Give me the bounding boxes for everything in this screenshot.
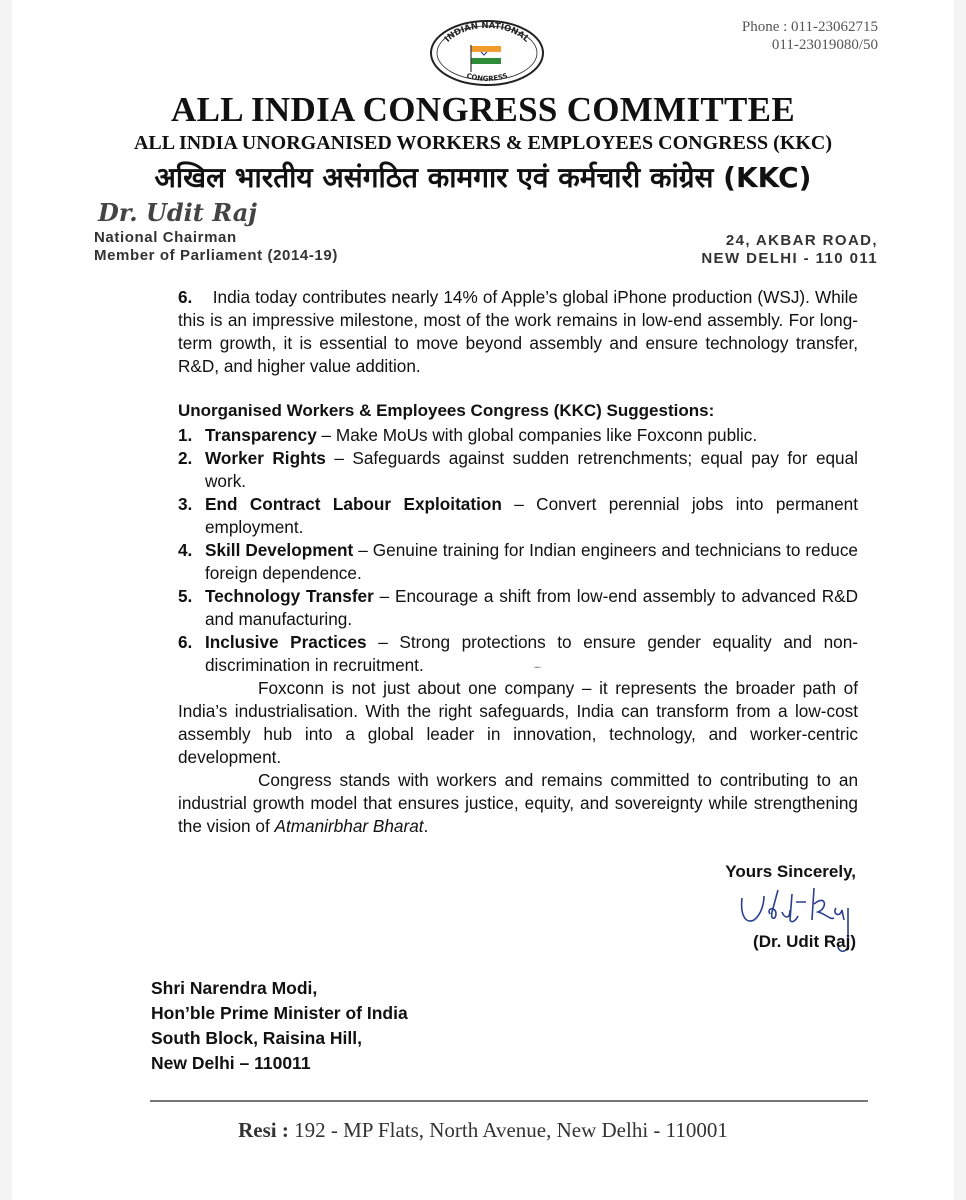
chairman-name: Dr. Udit Raj [98,198,257,227]
chairman-role-2: Member of Parliament (2014-19) [94,247,338,264]
item-title: Inclusive Practices [205,632,367,652]
item-number: 3. [178,494,193,514]
phone-line-1: Phone : 011-23062715 [741,19,878,35]
list-item [178,631,858,677]
residence-text: 192 - MP Flats, North Avenue, New Delhi - 110001 [288,1118,728,1142]
item-title: Transparency [205,425,317,445]
item-text: – Genuine training for Indian engineers and technicians to reduce foreign dependence. [205,540,858,583]
yours-sincerely: Yours Sincerely, [725,862,856,881]
closing-paragraph-2-end: . [423,816,429,836]
item-title: Skill Development [205,540,354,560]
list-item [178,539,858,585]
phone-block [742,18,878,54]
address-line-1: 24, AKBAR ROAD, [725,232,878,249]
list-item [178,447,858,493]
residence-address [0,1118,966,1143]
chairman-role-1: National Chairman [94,229,237,246]
org-subtitle: ALL INDIA UNORGANISED WORKERS & EMPLOYEES CONGRESS (KKC) [133,132,833,154]
item-number: 2. [178,448,193,468]
list-item [178,424,858,447]
item-title: End Contract Labour Exploitation [205,494,502,514]
emblem-text-top: INDIAN NATIONAL [442,20,532,45]
footer-divider [150,1100,868,1102]
org-hindi-title: अखिल भारतीय असंगठित कामगार एवं कर्मचारी कांग्रेस (KKC) [154,161,812,194]
point-6-text: India today contributes nearly 14% of Apple’s global iPhone production (WSJ). While this is an impressive milestone, most of the work remains in low-end assembly. For long-term growth, it is essential to move beyond assembly and ensure technology transfer, R&D, and higher value addition. [178,287,858,376]
chairman-roles [94,229,338,265]
item-text: – Make MoUs with global companies like Foxconn public. [316,425,758,445]
item-title: Worker Rights [205,448,326,468]
emblem-text-bottom: CONGRESS [465,71,509,84]
atmanirbhar-bharat: Atmanirbhar Bharat [274,816,424,836]
item-number: 6. [178,632,193,652]
recipient-line-4: New Delhi – 110011 [151,1053,311,1073]
recipient-line-1: Shri Narendra Modi, [151,978,318,998]
item-text: – Convert perennial jobs into permanent employment. [205,494,858,537]
recipient-address [151,976,408,1076]
recipient-line-3: South Block, Raisina Hill, [151,1028,363,1048]
item-number: 5. [178,586,193,606]
suggestions-heading: Unorganised Workers & Employees Congress (KKC) Suggestions: [178,401,715,420]
congress-emblem-icon [427,18,547,86]
signature-label: UditRaj [534,667,541,669]
office-address [701,232,878,268]
item-number: 4. [178,540,193,560]
address-line-2: NEW DELHI - 110 011 [701,250,878,267]
item-number: 1. [178,425,193,445]
residence-label: Resi : [238,1118,289,1142]
item-title: Technology Transfer [205,586,374,606]
closing-paragraphs [178,677,858,838]
closing-paragraph-1: Foxconn is not just about one company – it represents the broader path of India’s industrialisation. With the right safeguards, India can transform from a low-cost assembly hub into a global leader in innovation, technology, and worker-centric development. [178,678,858,767]
suggestions-list [178,424,858,677]
recipient-line-2: Hon’ble Prime Minister of India [151,1003,408,1023]
closing-paragraph-2 [178,769,858,838]
item-text: – Safeguards against sudden retrenchments; equal pay for equal work. [205,448,858,491]
phone-line-2: 011-23019080/50 [771,37,878,53]
item-text: – Strong protections to ensure gender equality and non-discrimination in recruitment. [205,632,858,675]
point-6-number: 6. [178,287,193,307]
list-item [178,493,858,539]
org-title: ALL INDIA CONGRESS COMMITTEE [171,90,795,129]
list-item [178,585,858,631]
closing-paragraph-2-text: Congress stands with workers and remains committed to contributing to an industrial growth model that ensures justice, equity, and sovereignty while strengthening the vision of [178,770,858,836]
signer-name: (Dr. Udit Raj) [753,932,856,951]
point-6-paragraph [178,286,858,378]
item-text: – Encourage a shift from low-end assembly to advanced R&D and manufacturing. [205,586,858,629]
